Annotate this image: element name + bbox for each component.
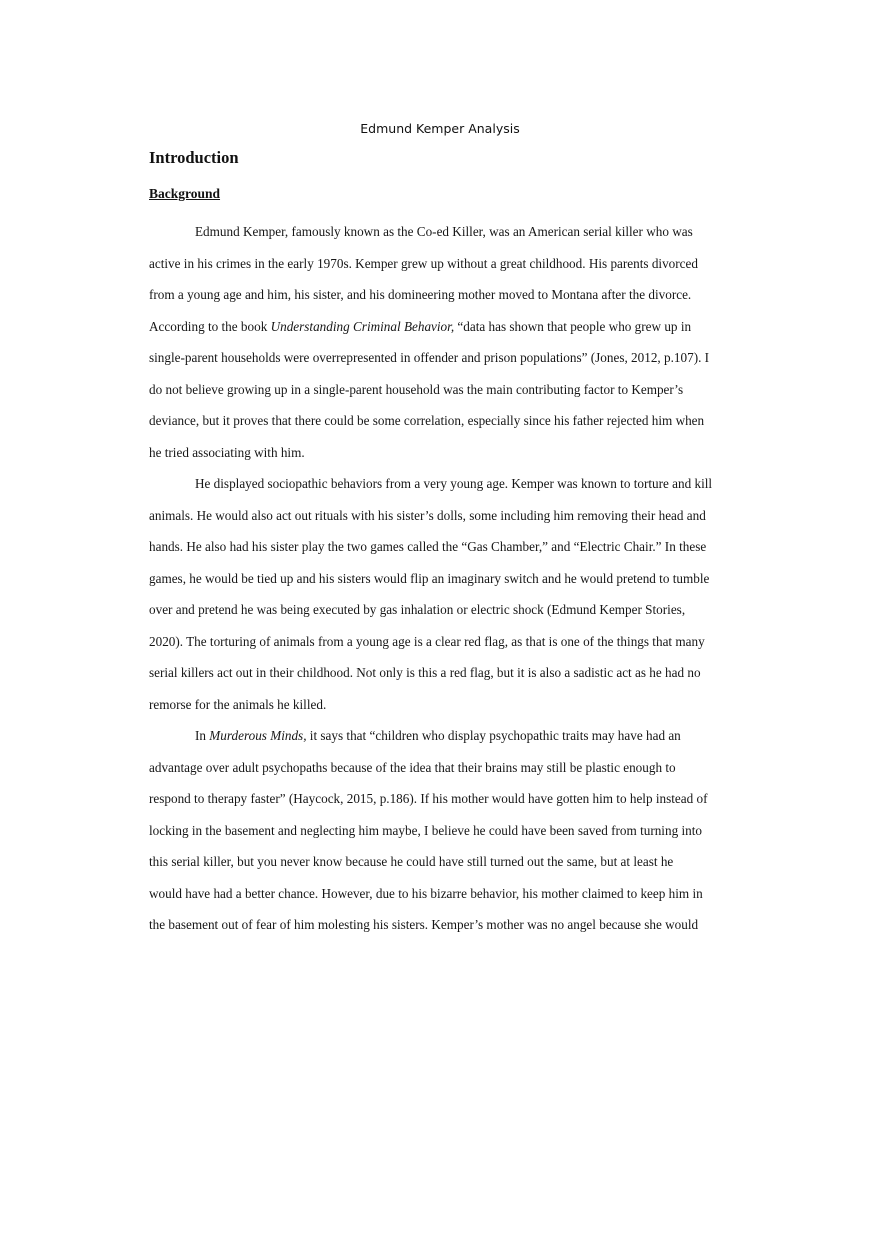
body-text-segment: According to the book	[149, 318, 271, 334]
body-line	[149, 752, 739, 784]
body-line	[149, 405, 739, 437]
body-line	[149, 720, 739, 752]
body-text-segment: active in his crimes in the early 1970s. Kemper grew up without a great childhood. His parents divorced	[149, 255, 698, 271]
body-text-segment: this serial killer, but you never know because he could have still turned out the same, but at least he	[149, 854, 674, 869]
body-text-segment: games, he would be tied up and his sisters would flip an imaginary switch and he would pretend to tumble	[149, 570, 710, 586]
body-text-segment: would have had a better chance. However, due to his bizarre behavior, his mother claimed to keep him in	[149, 885, 703, 901]
body-text-segment: the basement out of fear of him molesting his sisters. Kemper’s mother was no angel because she would	[149, 917, 699, 932]
body-line	[149, 468, 739, 500]
body-text-segment: from a young age and him, his sister, and his domineering mother moved to Montana after the divorce.	[149, 287, 692, 302]
body-line	[149, 342, 739, 374]
subsection-heading: Background	[149, 186, 221, 201]
body-line	[149, 815, 739, 847]
body-text-segment: he tried associating with him.	[149, 444, 305, 460]
body-line	[149, 437, 739, 469]
body-line	[149, 909, 739, 941]
body-line	[149, 626, 739, 658]
body-line	[149, 531, 739, 563]
body-text-segment: do not believe growing up in a single-parent household was the main contributing factor to Kemper’s	[149, 381, 684, 397]
body-line	[149, 279, 739, 311]
body-text	[149, 216, 739, 941]
body-line	[149, 594, 739, 626]
book-title: Murderous Minds,	[209, 728, 307, 743]
body-text-segment: “data has shown that people who grew up in	[454, 318, 692, 334]
section-heading: Introduction	[149, 148, 239, 167]
body-line	[149, 657, 739, 689]
body-text-segment: over and pretend he was being executed by gas inhalation or electric shock (Edmund Kemper Stories,	[149, 602, 686, 617]
body-line	[149, 846, 739, 878]
body-line	[149, 783, 739, 815]
body-text-segment: it says that “children who display psychopathic traits may have had an	[306, 728, 681, 743]
body-text-segment: deviance, but it proves that there could be some correlation, especially since his father rejected him when	[149, 413, 705, 428]
body-text-segment: In	[195, 728, 210, 743]
body-line	[149, 878, 739, 910]
document-title: Edmund Kemper Analysis	[360, 121, 520, 136]
body-text-segment: remorse for the animals he killed.	[149, 696, 327, 712]
body-line	[149, 216, 739, 248]
body-line	[149, 374, 739, 406]
body-line	[149, 311, 739, 343]
body-text-segment: hands. He also had his sister play the two games called the “Gas Chamber,” and “Electric Chair.” In these	[149, 539, 707, 554]
body-line	[149, 500, 739, 532]
body-line	[149, 689, 739, 721]
body-text-segment: serial killers act out in their childhood. Not only is this a red flag, but it is also a sadistic act as he had no	[149, 665, 701, 680]
body-text-segment: Edmund Kemper, famously known as the Co-ed Killer, was an American serial killer who was	[195, 224, 693, 239]
body-text-segment: 2020). The torturing of animals from a young age is a clear red flag, as that is one of the things that many	[149, 633, 705, 649]
body-text-segment: respond to therapy faster” (Haycock, 2015, p.186). If his mother would have gotten him to help instead of	[149, 791, 708, 806]
book-title: Understanding Criminal Behavior,	[270, 318, 455, 334]
body-text-segment: locking in the basement and neglecting him maybe, I believe he could have been saved from turning into	[149, 822, 702, 838]
body-text-segment: advantage over adult psychopaths because of the idea that their brains may still be plastic enough to	[149, 759, 676, 775]
body-text-segment: He displayed sociopathic behaviors from a very young age. Kemper was known to torture and kill	[195, 476, 713, 491]
body-text-segment: single-parent households were overrepresented in offender and prison populations” (Jones, 2012, p.107). I	[149, 350, 710, 365]
body-line	[149, 248, 739, 280]
body-text-segment: animals. He would also act out rituals with his sister’s dolls, some including him removing their head and	[149, 507, 706, 523]
body-line	[149, 563, 739, 595]
